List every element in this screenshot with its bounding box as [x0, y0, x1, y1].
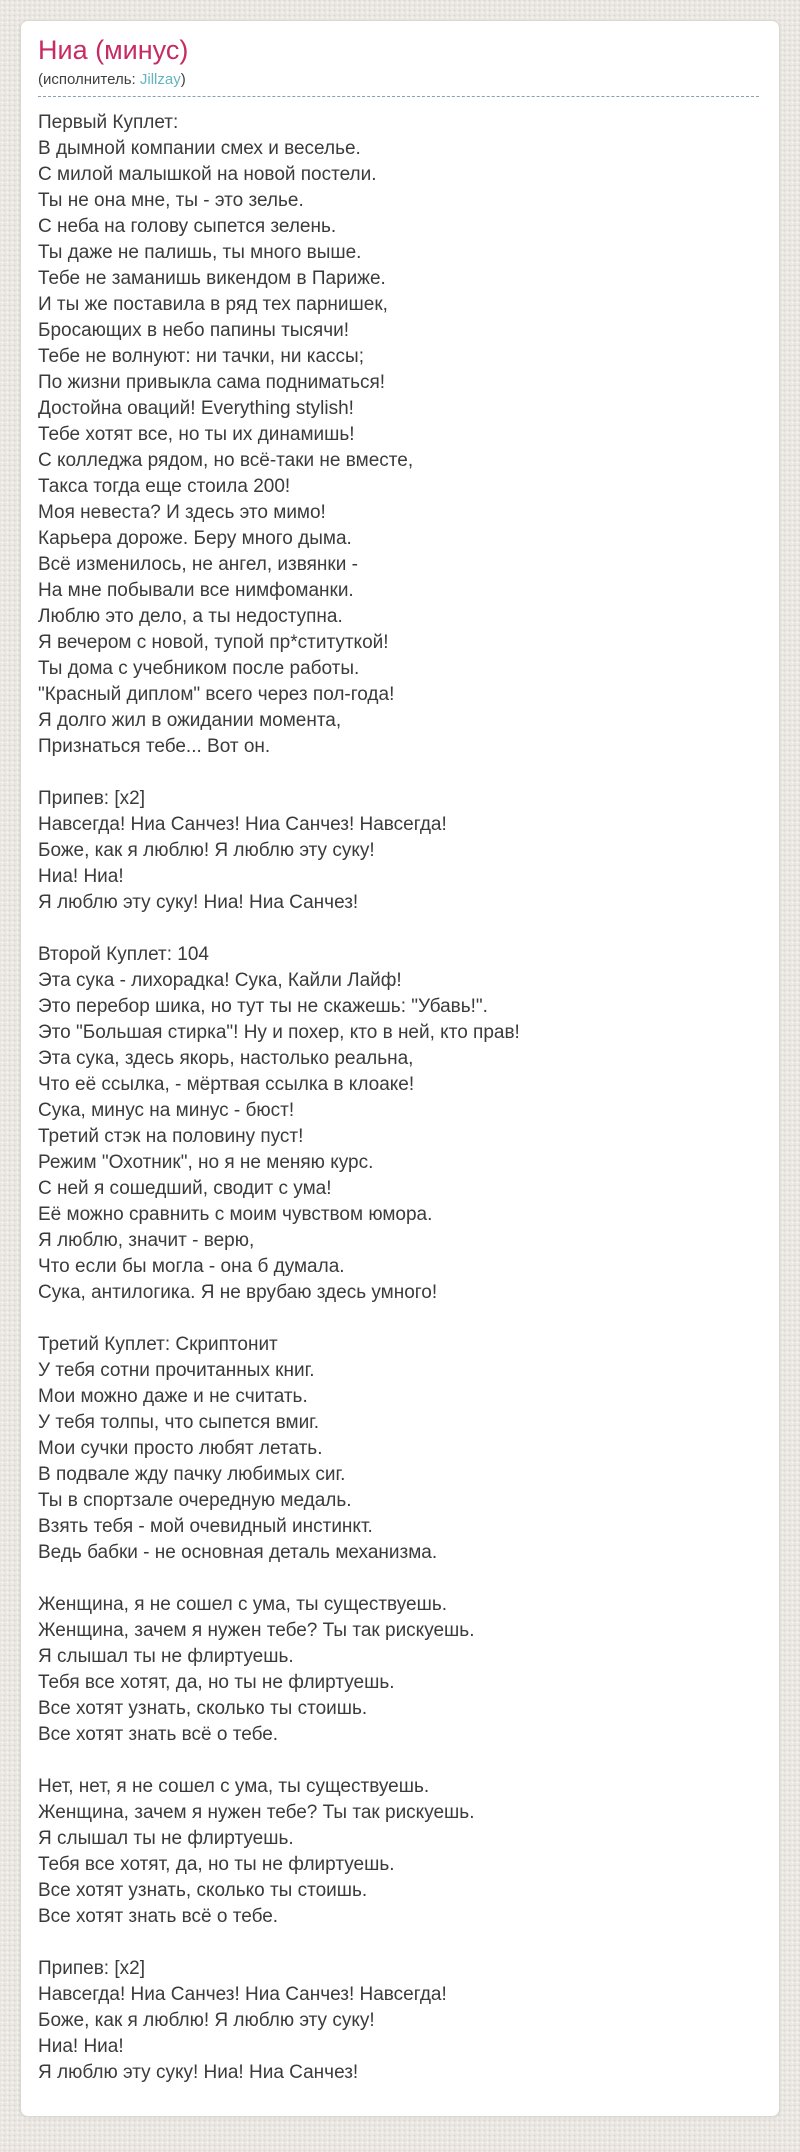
artist-label: (исполнитель: — [38, 71, 136, 89]
lyric-line: Сука, минус на минус - бюст! — [38, 1100, 295, 1122]
lyric-line: И ты же поставила в ряд тех парнишек, — [38, 294, 388, 316]
lyric-line: Всё изменилось, не ангел, извянки - — [38, 554, 358, 576]
lyric-line: Женщина, зачем я нужен тебе? Ты так рискуешь. — [38, 1802, 475, 1824]
lyric-line: Признаться тебе... Вот он. — [38, 736, 271, 758]
lyric-line: У тебя толпы, что сыпется вмиг. — [38, 1412, 320, 1434]
lyric-line: Я слышал ты не флиртуешь. — [38, 1646, 294, 1668]
lyric-line: С колледжа рядом, но всё-таки не вместе, — [38, 450, 414, 472]
lyric-line: Третий стэк на половину пуст! — [38, 1126, 304, 1148]
lyric-line: Тебе не заманишь викендом в Париже. — [38, 268, 386, 290]
lyric-stanza — [38, 1332, 759, 1566]
lyric-line: Тебя все хотят, да, но ты не флиртуешь. — [38, 1854, 395, 1876]
lyrics-card — [20, 20, 780, 2117]
lyric-line: В дымной компании смех и веселье. — [38, 138, 361, 160]
lyric-line: Это "Большая стирка"! Ну и похер, кто в ней, кто прав! — [38, 1022, 520, 1044]
lyric-line: Эта сука - лихорадка! Сука, Кайли Лайф! — [38, 970, 402, 992]
lyric-stanza — [38, 110, 759, 760]
lyric-line: "Красный диплом" всего через пол-года! — [38, 684, 395, 706]
lyric-line: Нет, нет, я не сошел с ума, ты существуешь. — [38, 1776, 430, 1798]
artist-link[interactable]: Jillzay — [139, 71, 181, 89]
lyric-line: Её можно сравнить с моим чувством юмора. — [38, 1204, 433, 1226]
lyric-line: Ниа! Ниа! — [38, 2036, 124, 2058]
lyric-line: С неба на голову сыпется зелень. — [38, 216, 337, 238]
lyric-line: С милой малышкой на новой постели. — [38, 164, 377, 186]
lyric-line: Достойна оваций! Everything stylish! — [38, 398, 354, 420]
lyric-line: Боже, как я люблю! Я люблю эту суку! — [38, 840, 375, 862]
lyric-line: По жизни привыкла сама подниматься! — [38, 372, 386, 394]
lyric-line: Тебя все хотят, да, но ты не флиртуешь. — [38, 1672, 395, 1694]
lyric-stanza — [38, 1956, 759, 2086]
lyric-line: Карьера дороже. Беру много дыма. — [38, 528, 352, 550]
lyric-line: Я слышал ты не флиртуешь. — [38, 1828, 294, 1850]
lyric-line: Я люблю, значит - верю, — [38, 1230, 255, 1252]
lyric-line: Бросающих в небо папины тысячи! — [38, 320, 350, 342]
lyric-line: Второй Куплет: 104 — [38, 944, 209, 966]
artist-label-suffix: ) — [180, 71, 186, 89]
lyric-line: Это перебор шика, но тут ты не скажешь: "Убавь!". — [38, 996, 488, 1018]
lyric-line: Женщина, зачем я нужен тебе? Ты так рискуешь. — [38, 1620, 475, 1642]
lyric-line: Все хотят узнать, сколько ты стоишь. — [38, 1880, 368, 1902]
lyric-line: Все хотят знать всё о тебе. — [38, 1906, 279, 1928]
lyric-line: Первый Куплет: — [38, 112, 179, 134]
lyric-stanza — [38, 786, 759, 916]
lyrics-text — [38, 97, 759, 2086]
lyric-line: Я вечером с новой, тупой пр*ституткой! — [38, 632, 389, 654]
lyric-stanza — [38, 1592, 759, 1748]
lyric-line: Припев: [x2] — [38, 788, 145, 810]
lyric-line: Я долго жил в ожидании момента, — [38, 710, 342, 732]
lyric-stanza — [38, 942, 759, 1306]
lyric-line: Я люблю эту суку! Ниа! Ниа Санчез! — [38, 892, 359, 914]
lyric-line: Люблю это дело, а ты недоступна. — [38, 606, 343, 628]
lyric-line: Третий Куплет: Скриптонит — [38, 1334, 278, 1356]
lyric-line: Режим "Охотник", но я не меняю курс. — [38, 1152, 374, 1174]
lyric-line: Женщина, я не сошел с ума, ты существуешь. — [38, 1594, 447, 1616]
lyric-line: Тебе хотят все, но ты их динамишь! — [38, 424, 355, 446]
lyric-line: Я люблю эту суку! Ниа! Ниа Санчез! — [38, 2062, 359, 2084]
lyric-line: Навсегда! Ниа Санчез! Ниа Санчез! Навсегда! — [38, 1984, 447, 2006]
lyric-line: Что если бы могла - она б думала. — [38, 1256, 345, 1278]
lyric-line: На мне побывали все нимфоманки. — [38, 580, 354, 602]
lyric-stanza — [38, 1774, 759, 1930]
lyric-line: Что её ссылка, - мёртвая ссылка в клоаке! — [38, 1074, 415, 1096]
song-title: Ниа (минус) — [38, 35, 189, 65]
lyric-line: Мои сучки просто любят летать. — [38, 1438, 323, 1460]
artist-line — [38, 71, 759, 89]
lyric-line: Боже, как я люблю! Я люблю эту суку! — [38, 2010, 375, 2032]
song-header — [38, 35, 759, 97]
lyric-line: Все хотят узнать, сколько ты стоишь. — [38, 1698, 368, 1720]
lyric-line: Взять тебя - мой очевидный инстинкт. — [38, 1516, 373, 1538]
lyric-line: Все хотят знать всё о тебе. — [38, 1724, 279, 1746]
lyric-line: Моя невеста? И здесь это мимо! — [38, 502, 326, 524]
lyric-line: Сука, антилогика. Я не врубаю здесь умного! — [38, 1282, 438, 1304]
lyric-line: У тебя сотни прочитанных книг. — [38, 1360, 315, 1382]
lyric-line: Эта сука, здесь якорь, настолько реальна, — [38, 1048, 414, 1070]
lyric-line: Ты в спортзале очередную медаль. — [38, 1490, 352, 1512]
lyric-line: С ней я сошедший, сводит с ума! — [38, 1178, 332, 1200]
lyric-line: Ниа! Ниа! — [38, 866, 124, 888]
lyric-line: Ты дома с учебником после работы. — [38, 658, 360, 680]
page-background — [0, 20, 800, 2152]
lyric-line: Навсегда! Ниа Санчез! Ниа Санчез! Навсегда! — [38, 814, 447, 836]
lyric-line: Тебе не волнуют: ни тачки, ни кассы; — [38, 346, 364, 368]
lyric-line: Мои можно даже и не считать. — [38, 1386, 308, 1408]
lyric-line: Ты даже не палишь, ты много выше. — [38, 242, 362, 264]
lyric-line: Ты не она мне, ты - это зелье. — [38, 190, 304, 212]
lyric-line: Ведь бабки - не основная деталь механизма. — [38, 1542, 438, 1564]
lyric-line: Припев: [x2] — [38, 1958, 145, 1980]
lyric-line: В подвале жду пачку любимых сиг. — [38, 1464, 346, 1486]
lyric-line: Такса тогда еще стоила 200! — [38, 476, 291, 498]
